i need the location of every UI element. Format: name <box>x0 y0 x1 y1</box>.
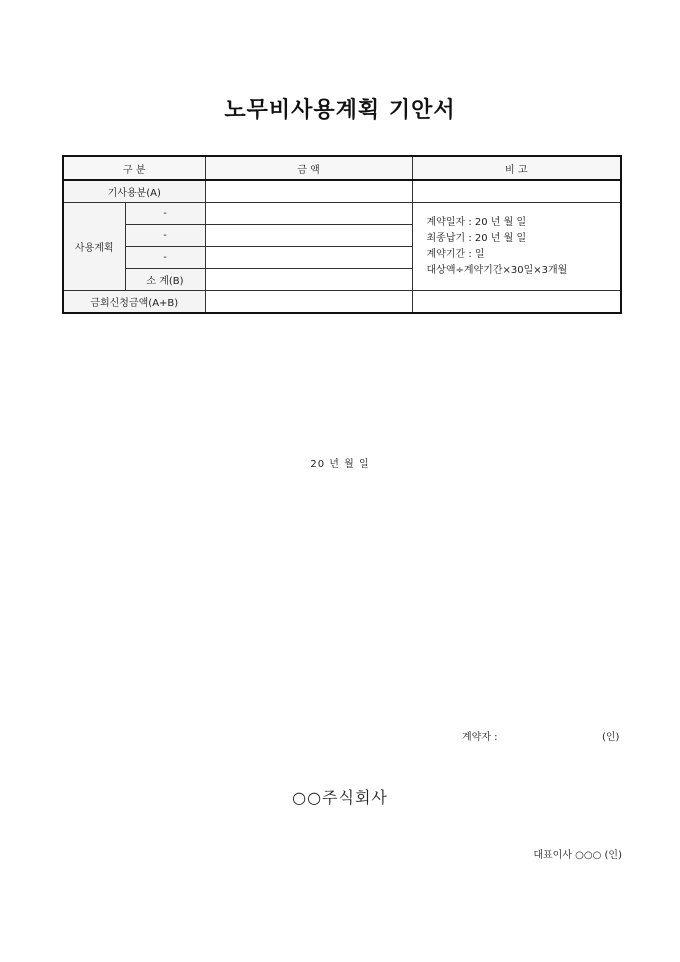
group-label-usage-plan: 사용계획 <box>63 203 125 291</box>
amount-cell-total[interactable] <box>205 291 412 314</box>
sub-row-label: - <box>125 225 205 247</box>
table-row <box>63 203 621 225</box>
amount-cell-subtotal[interactable] <box>205 269 412 291</box>
header-amount: 금 액 <box>205 156 412 180</box>
sub-row-label: - <box>125 203 205 225</box>
amount-cell-plan-1[interactable] <box>205 203 412 225</box>
note-contract-date: 계약일자 : 20 년 월 일 <box>426 216 527 228</box>
contractor-label: 계약자 : <box>462 732 498 743</box>
amount-cell-plan-2[interactable] <box>205 225 412 247</box>
header-remarks: 비 고 <box>412 156 621 180</box>
table-header-row <box>63 156 621 180</box>
table-row <box>63 180 621 203</box>
document-date: 20 년 월 일 <box>310 459 370 470</box>
note-formula: 대상액÷계약기간×30일×3개월 <box>426 264 568 276</box>
subtotal-label: 소 계(B) <box>125 269 205 291</box>
remarks-cell-total[interactable] <box>412 291 621 314</box>
amount-cell-plan-3[interactable] <box>205 247 412 269</box>
table-row-total <box>63 291 621 314</box>
amount-cell-used[interactable] <box>205 180 412 203</box>
ceo-signature-line: 대표이사 ○○○ (인) <box>533 850 622 861</box>
header-category: 구 분 <box>63 156 205 180</box>
document-title: 노무비사용계획 기안서 <box>224 98 456 123</box>
note-final-delivery: 최종납기 : 20 년 월 일 <box>426 232 527 244</box>
contractor-seal: (인) <box>602 732 620 743</box>
remarks-notes <box>412 203 621 291</box>
row-label-used-amount: 기사용분(A) <box>63 180 205 203</box>
labor-cost-plan-table <box>62 155 622 314</box>
sub-row-label: - <box>125 247 205 269</box>
remarks-cell-used[interactable] <box>412 180 621 203</box>
company-name: ○○주식회사 <box>292 788 388 807</box>
note-contract-period: 계약기간 : 일 <box>426 248 485 260</box>
total-label: 금회신청금액(A+B) <box>63 291 205 314</box>
